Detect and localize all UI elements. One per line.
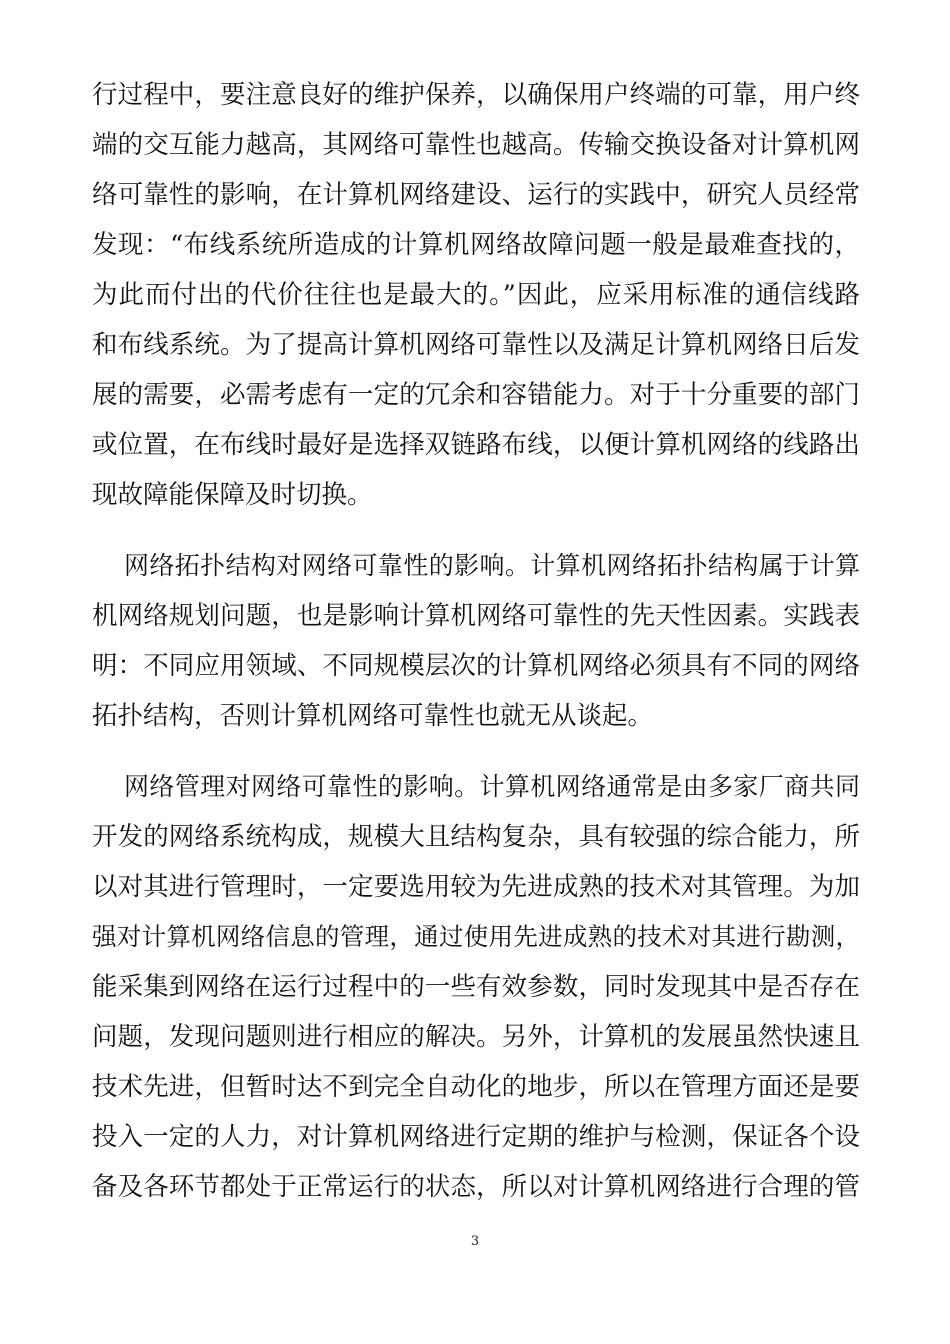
text-line: 开发的网络系统构成，规模大且结构复杂，具有较强的综合能力，所	[92, 822, 860, 852]
text-line: 投入一定的人力，对计算机网络进行定期的维护与检测，保证各个设	[92, 1122, 860, 1152]
text-line: 为此而付出的代价往往也是最大的。”因此，应采用标准的通信线路	[92, 280, 860, 310]
text-line: 端的交互能力越高，其网络可靠性也越高。传输交换设备对计算机网	[92, 130, 860, 160]
text-line: 行过程中，要注意良好的维护保养，以确保用户终端的可靠，用户终	[92, 80, 860, 110]
text-line: 或位置，在布线时最好是选择双链路布线，以便计算机网络的线路出	[92, 430, 860, 460]
text-line: 展的需要，必需考虑有一定的冗余和容错能力。对于十分重要的部门	[92, 380, 860, 410]
text-line: 明：不同应用领域、不同规模层次的计算机网络必须具有不同的网络	[92, 651, 860, 681]
text-line: 机网络规划问题，也是影响计算机网络可靠性的先天性因素。实践表	[92, 601, 860, 631]
text-line: 技术先进，但暂时达不到完全自动化的地步，所以在管理方面还是要	[92, 1072, 860, 1102]
text-line: 网络管理对网络可靠性的影响。计算机网络通常是由多家厂商共同	[124, 772, 860, 801]
text-line: 能采集到网络在运行过程中的一些有效参数，同时发现其中是否存在	[92, 972, 860, 1002]
text-line: 以对其进行管理时，一定要选用较为先进成熟的技术对其管理。为加	[92, 872, 860, 902]
text-line: 发现：“布线系统所造成的计算机网络故障问题一般是最难查找的，	[92, 230, 860, 260]
text-line: 现故障能保障及时切换。	[92, 480, 373, 510]
text-line: 问题，发现问题则进行相应的解决。另外，计算机的发展虽然快速且	[92, 1022, 860, 1052]
text-line: 和布线系统。为了提高计算机网络可靠性以及满足计算机网络日后发	[92, 330, 860, 360]
text-line: 网络拓扑结构对网络可靠性的影响。计算机网络拓扑结构属于计算	[124, 551, 860, 580]
text-line: 络可靠性的影响，在计算机网络建设、运行的实践中，研究人员经常	[92, 180, 860, 210]
text-line: 备及各环节都处于正常运行的状态，所以对计算机网络进行合理的管	[92, 1172, 860, 1202]
text-line: 强对计算机网络信息的管理，通过使用先进成熟的技术对其进行勘测，	[92, 922, 860, 951]
text-line: 拓扑结构，否则计算机网络可靠性也就无从谈起。	[92, 701, 654, 731]
page-number: 3	[470, 1234, 480, 1249]
